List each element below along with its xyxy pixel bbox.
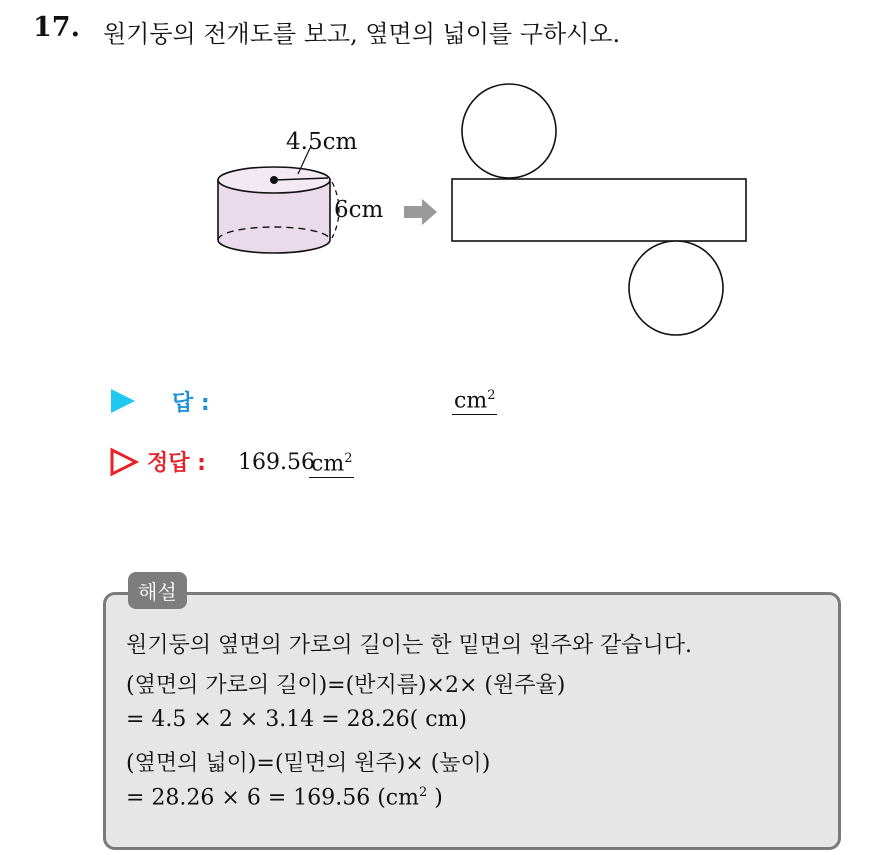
- net-bottom-circle: [629, 241, 723, 335]
- explanation-line-2: (옆면의 가로의 길이)=(반지름)×2× (원주율): [126, 673, 566, 698]
- explanation-line-4: (옆면의 넓이)=(밑면의 원주)× (높이): [126, 751, 491, 776]
- correct-label: 정답 :: [147, 451, 206, 476]
- explanation-tag: 해설: [128, 572, 187, 609]
- unfold-arrow: [404, 199, 437, 225]
- center-dot: [270, 176, 278, 184]
- net-top-circle: [462, 84, 556, 178]
- correct-value: 169.56: [238, 450, 315, 475]
- answer-unit: $cm^2$: [452, 383, 497, 415]
- explanation-line-5: = 28.26 × 6 = 169.56 ($cm^2$ ): [126, 785, 443, 811]
- answer-arrow-icon: [111, 389, 135, 413]
- cylinder-net-figure: [0, 0, 884, 360]
- net-side-rectangle: [452, 179, 746, 241]
- answer-label: 답 :: [172, 391, 210, 416]
- question-number: 17.: [33, 12, 80, 43]
- question-text: 원기둥의 전개도를 보고, 옆면의 넓이를 구하시오.: [103, 20, 621, 48]
- explanation-line-3: = 4.5 × 2 × 3.14 = 28.26( cm): [126, 707, 467, 732]
- explanation-line-1: 원기둥의 옆면의 가로의 길이는 한 밑면의 원주와 같습니다.: [126, 633, 692, 658]
- radius-label: 4.5cm: [286, 129, 358, 155]
- height-label: 6cm: [334, 197, 384, 223]
- correct-arrow-icon: [109, 447, 139, 477]
- correct-unit: $cm^2$: [309, 446, 354, 478]
